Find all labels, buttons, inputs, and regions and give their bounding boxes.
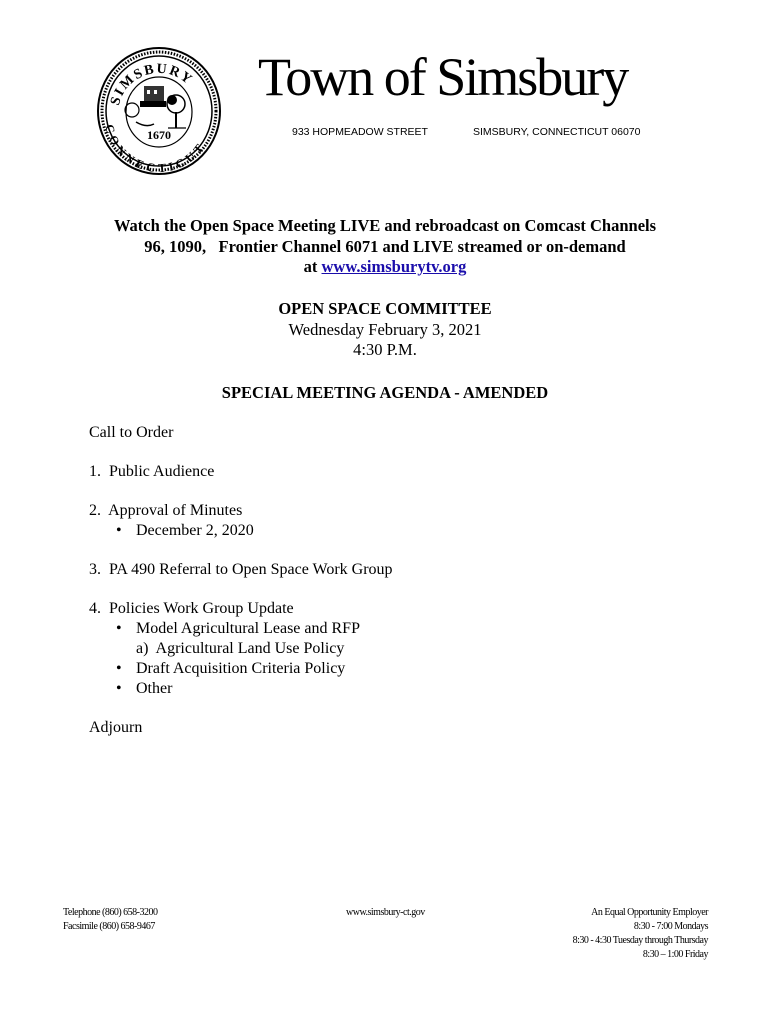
seal-top-text: SIMSBURY — [108, 61, 196, 108]
footer-hours-1: 8:30 - 7:00 Mondays — [633, 921, 708, 932]
notice-line-1: Watch the Open Space Meeting LIVE and rebroadcast on Comcast Channels — [113, 216, 657, 235]
agenda-item-3: 3. PA 490 Referral to Open Space Work Group — [89, 561, 393, 578]
agenda-item-4-sub-a: a) Agricultural Land Use Policy — [136, 640, 345, 657]
footer-contact — [63, 906, 158, 934]
seal-year: 1670 — [147, 128, 171, 142]
footer-hours-3: 8:30 – 1:00 Friday — [642, 949, 708, 960]
footer-hours-2: 8:30 - 4:30 Tuesday through Thursday — [572, 935, 708, 946]
agenda-item-2-bullet — [116, 522, 254, 540]
seal-bottom-text: CONNECTICUT — [102, 123, 208, 176]
agenda-item-4-bullet-2 — [116, 660, 345, 678]
bullet-icon: • — [116, 522, 122, 539]
broadcast-notice — [60, 216, 710, 278]
footer-employer: An Equal Opportunity Employer — [591, 907, 708, 918]
meeting-info — [60, 299, 710, 361]
agenda-item-2: 2. Approval of Minutes — [89, 502, 243, 519]
call-to-order: Call to Order — [89, 424, 174, 441]
bullet-icon: • — [116, 620, 122, 637]
town-seal — [96, 46, 222, 176]
bullet-icon: • — [116, 680, 122, 697]
bullet-text: Model Agricultural Lease and RFP — [136, 620, 360, 637]
agenda-item-1: 1. Public Audience — [89, 463, 215, 480]
town-title: Town of Simsbury — [258, 47, 628, 107]
agenda-item-4: 4. Policies Work Group Update — [89, 600, 294, 617]
agenda-item-4-bullet-3 — [116, 680, 172, 698]
street-address: 933 HOPMEADOW STREET — [292, 126, 428, 138]
bullet-text: Other — [136, 680, 173, 697]
bullet-text: Draft Acquisition Criteria Policy — [136, 660, 346, 677]
agenda-item-4-bullet-1 — [116, 620, 360, 638]
notice-line-2: 96, 1090, Frontier Channel 6071 and LIVE streamed or on-demand — [144, 236, 626, 256]
city-address: SIMSBURY, CONNECTICUT 06070 — [473, 126, 641, 138]
footer-website[interactable]: www.simsbury-ct.gov — [346, 907, 425, 918]
footer-facsimile: Facsimile (860) 658-9467 — [63, 921, 155, 932]
meeting-time: 4:30 P.M. — [353, 340, 417, 359]
agenda-title: SPECIAL MEETING AGENDA - AMENDED — [221, 383, 549, 402]
bullet-text: December 2, 2020 — [136, 522, 254, 539]
meeting-date: Wednesday February 3, 2021 — [288, 319, 482, 339]
footer-hours — [573, 906, 708, 962]
simsburytv-link[interactable]: www.simsburytv.org — [321, 257, 467, 276]
notice-at: at — [303, 257, 322, 276]
footer-telephone: Telephone (860) 658-3200 — [63, 907, 158, 918]
notice-line-3 — [60, 257, 710, 278]
committee-name: OPEN SPACE COMMITTEE — [278, 299, 492, 318]
adjourn: Adjourn — [89, 719, 143, 736]
bullet-icon: • — [116, 660, 122, 677]
